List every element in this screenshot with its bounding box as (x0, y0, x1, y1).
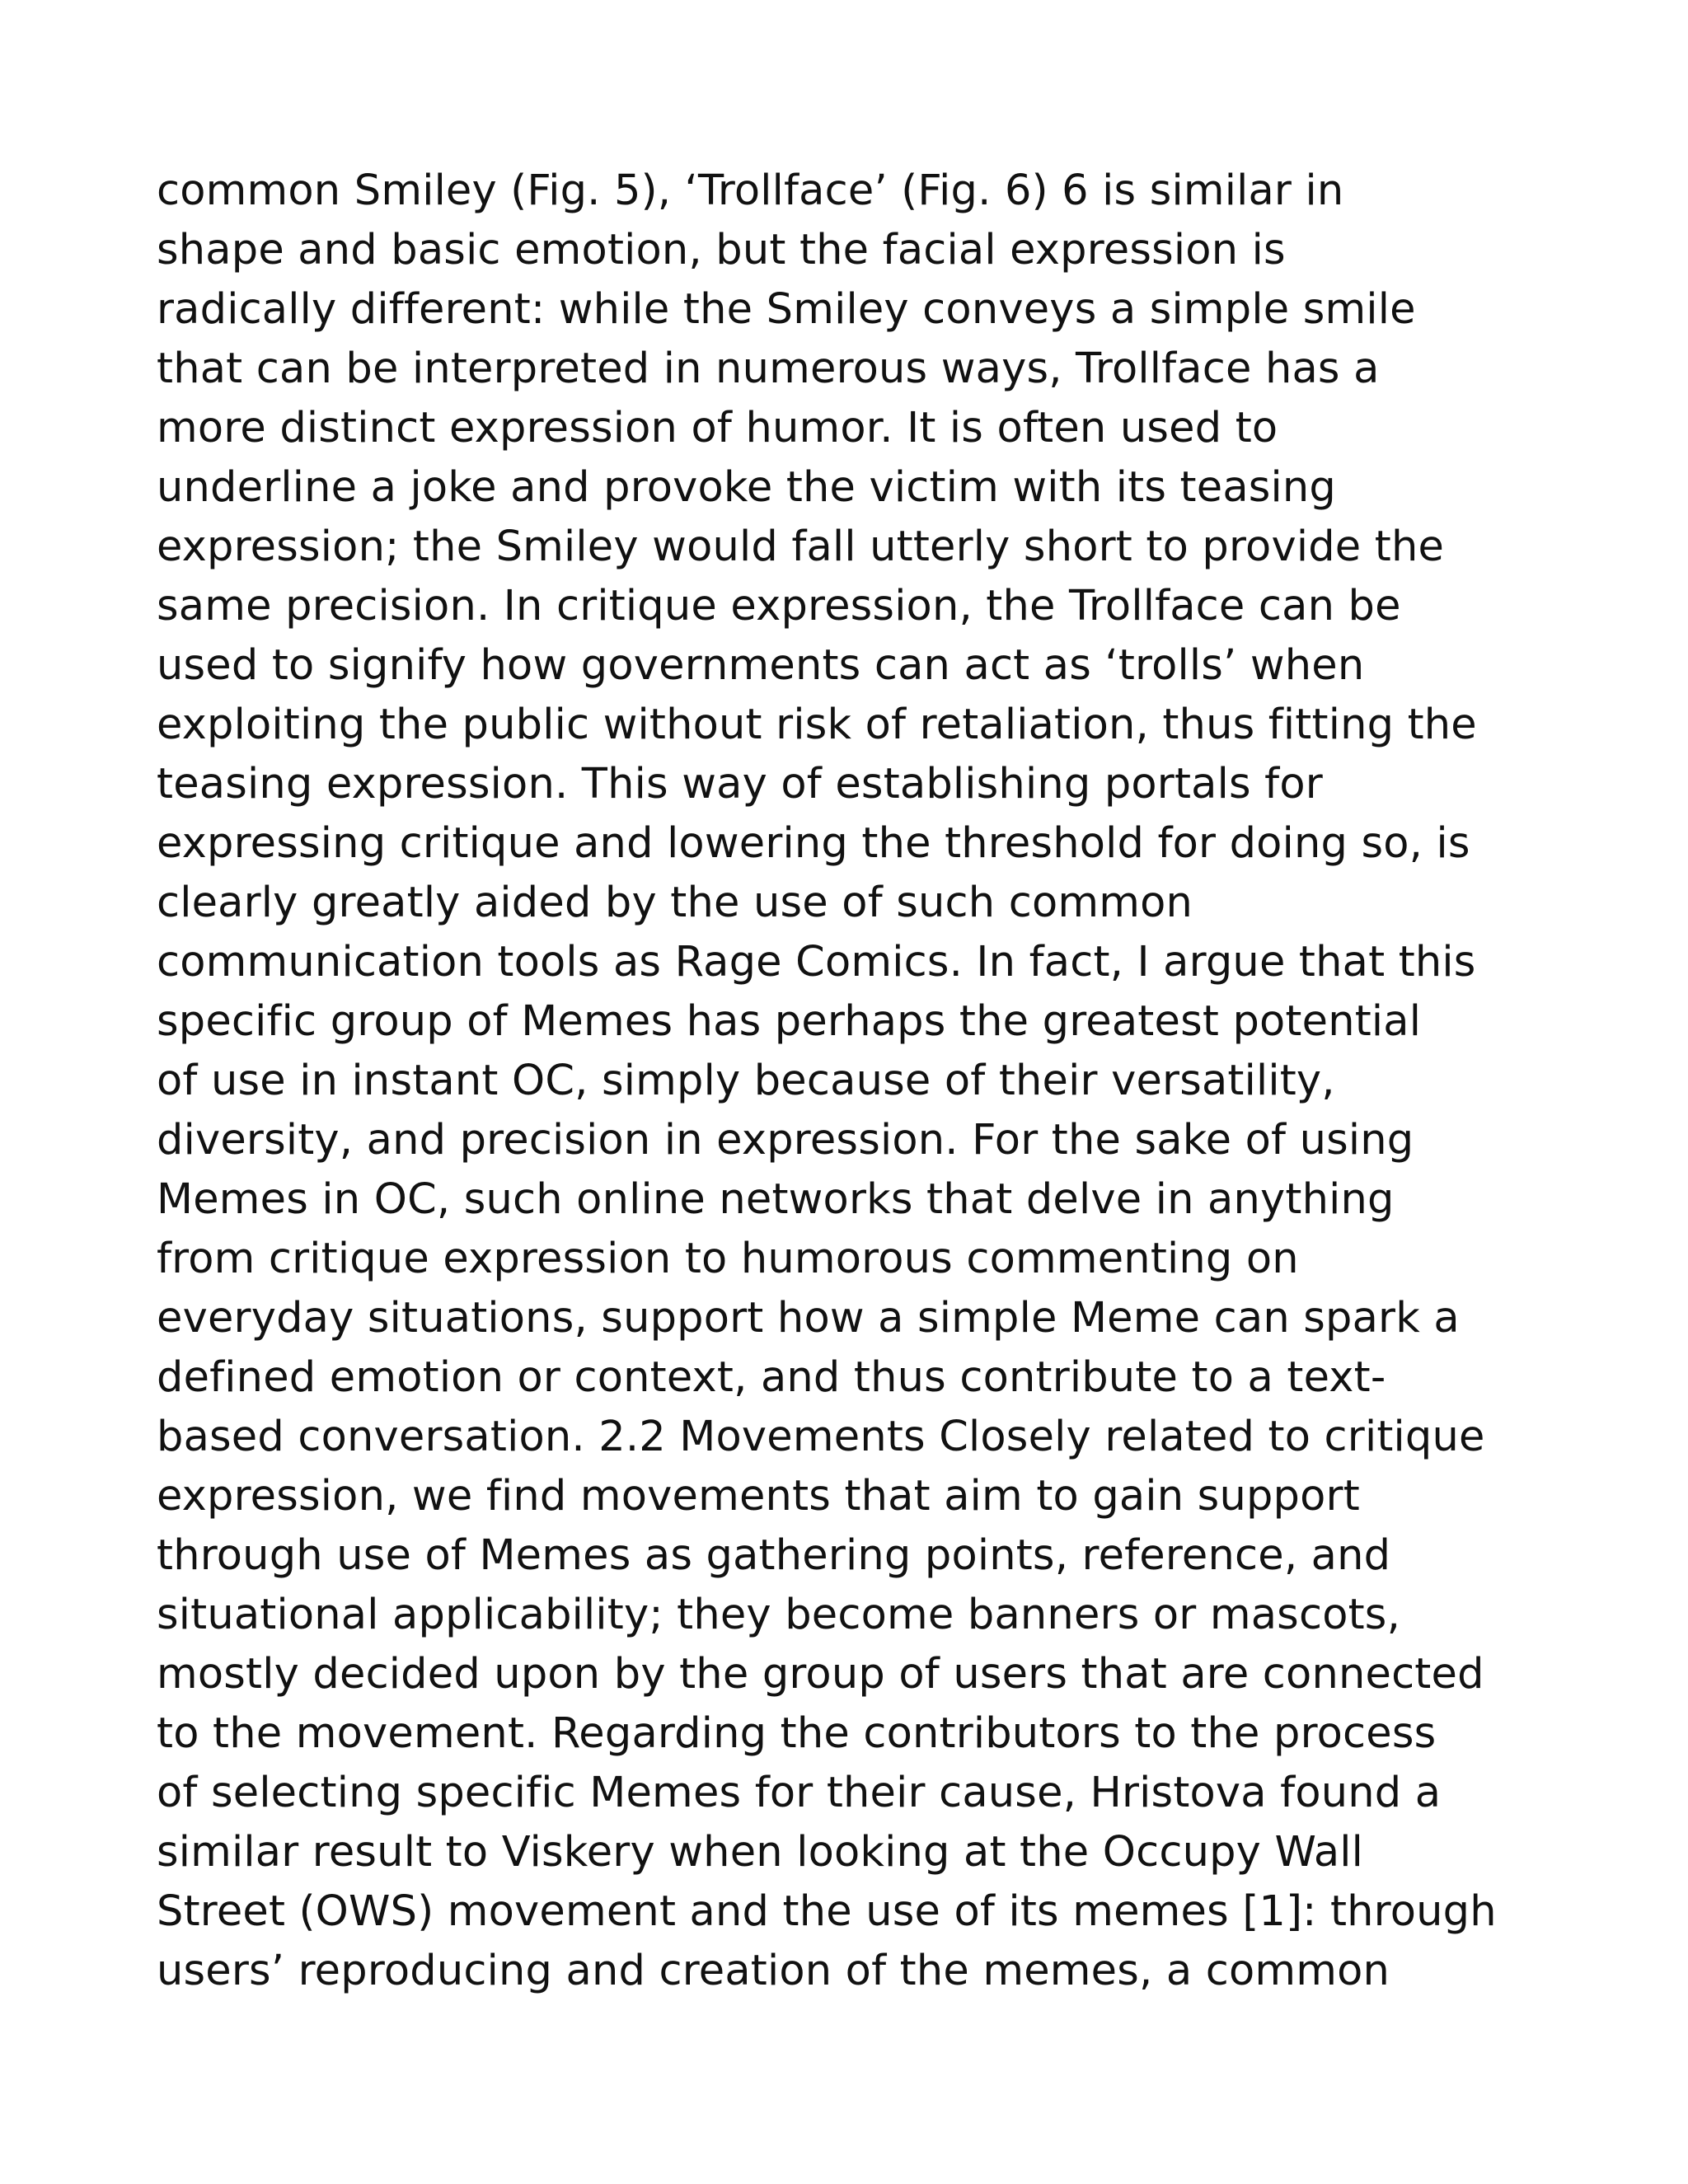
text-line-17: diversity, and precision in expression. For the sake of using (157, 1116, 1414, 1165)
text-line-23: expression, we find movements that aim to gain support (157, 1472, 1360, 1521)
text-line-24: through use of Memes as gathering points, reference, and (157, 1531, 1391, 1580)
text-line-9: used to signify how governments can act as ‘trolls’ when (157, 641, 1365, 690)
text-line-30: Street (OWS) movement and the use of its memes [1]: through (157, 1887, 1497, 1936)
text-line-2: shape and basic emotion, but the facial expression is (157, 226, 1286, 274)
text-line-22: based conversation. 2.2 Movements Closely related to critique (157, 1413, 1485, 1461)
text-line-21: defined emotion or context, and thus contribute to a text- (157, 1353, 1386, 1402)
text-line-20: everyday situations, support how a simple Meme can spark a (157, 1294, 1460, 1343)
text-line-18: Memes in OC, such online networks that delve in anything (157, 1175, 1395, 1224)
text-line-16: of use in instant OC, simply because of their versatility, (157, 1057, 1335, 1105)
text-line-12: expressing critique and lowering the threshold for doing so, is (157, 819, 1470, 868)
text-line-19: from critique expression to humorous commenting on (157, 1235, 1299, 1283)
text-line-1: common Smiley (Fig. 5), ‘Trollface’ (Fig. 6) 6 is similar in (157, 166, 1344, 215)
text-line-8: same precision. In critique expression, the Trollface can be (157, 582, 1401, 630)
text-line-28: of selecting specific Memes for their cause, Hristova found a (157, 1769, 1442, 1817)
text-line-10: exploiting the public without risk of retaliation, thus fitting the (157, 701, 1477, 749)
text-line-29: similar result to Viskery when looking at the Occupy Wall (157, 1828, 1364, 1877)
text-line-14: communication tools as Rage Comics. In fact, I argue that this (157, 938, 1476, 987)
text-line-25: situational applicability; they become banners or mascots, (157, 1591, 1400, 1639)
text-line-27: to the movement. Regarding the contributors to the process (157, 1709, 1437, 1758)
body-text (157, 162, 1591, 2001)
text-line-3: radically different: while the Smiley conveys a simple smile (157, 285, 1416, 334)
text-line-13: clearly greatly aided by the use of such common (157, 879, 1193, 927)
text-line-5: more distinct expression of humor. It is often used to (157, 404, 1278, 452)
text-line-26: mostly decided upon by the group of users that are connected (157, 1650, 1484, 1699)
text-line-7: expression; the Smiley would fall utterly short to provide the (157, 523, 1445, 571)
text-line-15: specific group of Memes has perhaps the greatest potential (157, 997, 1422, 1046)
text-line-6: underline a joke and provoke the victim with its teasing (157, 463, 1337, 512)
text-line-31: users’ reproducing and creation of the memes, a common (157, 1947, 1390, 1995)
text-line-11: teasing expression. This way of establishing portals for (157, 760, 1323, 808)
text-line-4: that can be interpreted in numerous ways, Trollface has a (157, 344, 1380, 393)
